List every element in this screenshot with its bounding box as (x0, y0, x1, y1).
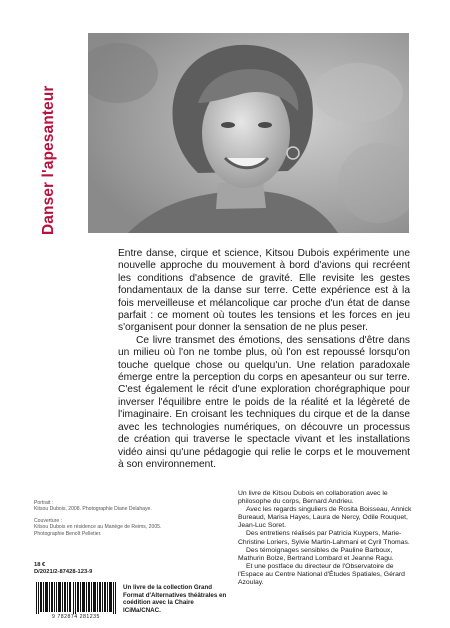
cover-credit-label: Couverture : (34, 517, 63, 524)
portrait-illustration (88, 33, 409, 233)
author-portrait-photo (88, 33, 409, 233)
cover-credit-text: Kitsou Dubois en résidence au Manège de Reims, 2005. Photographie Benoît Pelletier. (34, 524, 162, 537)
price-block (34, 562, 92, 576)
main-paragraph-2: Ce livre transmet des émotions, des sensations d'être dans un milieu où l'on ne tombe plus, où l'on est repoussé lorsqu'on touche quelque chose ou quelqu'un. Une relation paradoxale émerge entre la perception du corps en apesanteur ou sur terre. C'est également le récit d'une exploration chorégraphique pour inverser l'équilibre entre le poids de la réalité et la légèreté de l'imaginaire. En croisant les techniques du cirque et de la danse avec les technologies numériques, on découvre un processus de création qui traverse le spectacle vivant et les installations vidéo ainsi qu'une pédagogie qui relie le corps et le mouvement à son environnement. (118, 334, 410, 470)
price: 18 € (34, 562, 46, 568)
portrait-credit-label: Portrait : (34, 500, 54, 506)
colophon-paragraph-1: Un livre de Kitsou Dubois en collaboration avec le philosophe du corps, Bernard Andrieu. (238, 490, 388, 506)
main-description (118, 248, 410, 471)
photo-credits (34, 500, 184, 542)
cover-credit (34, 518, 184, 537)
colophon-paragraph-2: Avec les regards singuliers de Rosita Boisseau, Annick Bureaud, Marisa Hayes, Laura de Nercy, Odile Rouquet, Jean-Luc Soret. (238, 506, 412, 530)
contributors-colophon (238, 490, 413, 587)
colophon-paragraph-3: Des entretiens réalisés par Patricia Kuypers, Marie-Christine Loriers, Sylvie Martin-Lahmani et Cyril Thomas. (238, 530, 410, 546)
legal-deposit: D/2021/2-87428-123-9 (34, 569, 93, 575)
collection-note: Un livre de la collection Grand Format d'Alternatives théâtrales en coédition avec la Chaire ICiMa/CNAC. (123, 584, 227, 614)
main-paragraph-1: Entre danse, cirque et science, Kitsou Dubois expérimente une nouvelle approche du mouvement à bord d'avions qui recréent les conditions d'absence de gravité. Elle revisite les gestes fondamentaux de la danse sur terre. Cette expérience est à la fois merveilleuse et mélancolique car proche d'un état de danse parfait : ce moment où toutes les tensions et les forces en jeu s'organisent pour donner la sensation de ne plus peser. (118, 248, 410, 334)
portrait-credit (34, 500, 184, 513)
isbn-barcode (34, 582, 118, 614)
portrait-credit-text: Kitsou Dubois, 2008. Photographie Diane Delahaye. (34, 506, 152, 513)
barcode-number: 9 782874 281235 (52, 614, 100, 620)
colophon-paragraph-4: Des témoignages sensibles de Pauline Barboux, Mathurin Bolze, Bertrand Lombard et Jeanne Ragu. (238, 546, 394, 562)
colophon-paragraph-5: Et une postface du directeur de l'Observatoire de l'Espace au Centre National d'Études Spatiales, Gérard Azoulay. (238, 562, 405, 587)
book-title: Danser l'apesanteur (40, 85, 57, 235)
